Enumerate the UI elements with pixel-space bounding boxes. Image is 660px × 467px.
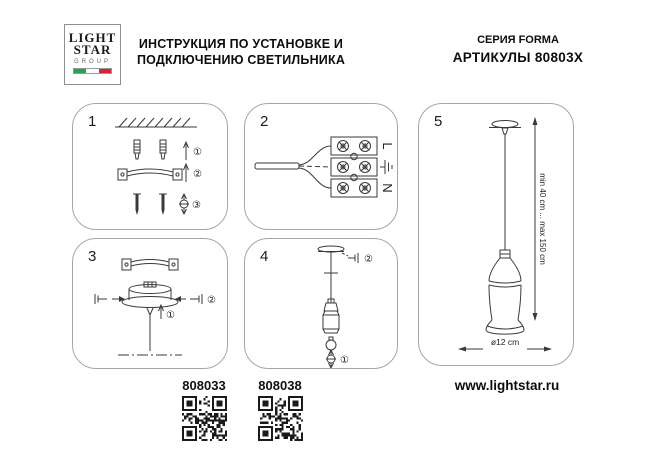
fixings-diagram (73, 104, 227, 229)
up-arrow-icon (184, 164, 189, 182)
bulb-icon (326, 337, 336, 350)
step-1-marker: ① (166, 310, 175, 321)
panel-3-number: 3 (88, 248, 97, 265)
screw-side-icon (348, 253, 358, 263)
italian-flag-icon (73, 68, 112, 74)
wire-live (299, 146, 331, 165)
articles-label: АРТИКУЛЫ 80803Х (452, 50, 584, 65)
step-1-marker: ① (193, 147, 202, 158)
block-hole (351, 174, 357, 180)
left-arrow-icon (175, 296, 186, 302)
height-dimension-label: min 40 cm ... max 150 cm (538, 173, 547, 265)
wall-plug-icon (134, 140, 166, 159)
step-2-marker: ② (193, 169, 202, 180)
ceiling-cup-icon (122, 282, 178, 308)
page-title-line1: ИНСТРУКЦИЯ ПО УСТАНОВКЕ И (138, 37, 344, 51)
qr-code-808038 (258, 396, 303, 441)
wire-ground (299, 166, 331, 167)
page-title-line2: ПОДКЛЮЧЕНИЮ СВЕТИЛЬНИКА (136, 53, 346, 67)
canopy-mount-diagram (73, 239, 227, 368)
step-panel-1-fixings (72, 103, 228, 230)
qr-code-808033 (182, 396, 227, 441)
height-dimension-line (533, 117, 538, 321)
wire-neutral (299, 168, 331, 188)
step-panel-3-canopy (72, 238, 228, 369)
lightstar-logo (64, 24, 121, 85)
terminal-block-diagram (245, 104, 397, 229)
leader-line (342, 253, 348, 256)
terminal-row-neutral (331, 179, 377, 197)
step-panel-5-dimensions (418, 103, 574, 366)
logo-text-light: LIGHT (68, 30, 117, 45)
block-hole (351, 153, 357, 159)
step-panel-2-wiring (244, 103, 398, 230)
canopy-icon (318, 246, 344, 252)
logo-text-star: STAR (73, 42, 112, 57)
panel-5-number: 5 (434, 113, 443, 130)
screw-side-icon (95, 294, 107, 304)
turn-screw-icon (179, 194, 189, 214)
panel-4-number: 4 (260, 248, 269, 265)
website-url: www.lightstar.ru (454, 378, 560, 393)
pendant-shade-icon (486, 250, 524, 334)
lamp-socket-icon (323, 299, 339, 333)
step-2-marker: ② (364, 254, 373, 265)
mounting-bracket-icon (122, 259, 178, 270)
mounting-bracket-icon (118, 169, 182, 180)
panel-1-number: 1 (88, 113, 97, 130)
panel-2-number: 2 (260, 113, 269, 130)
article-number-808038: 808038 (258, 378, 302, 393)
article-number-808033: 808033 (182, 378, 226, 393)
terminal-row-ground (331, 158, 377, 176)
screw-icon (133, 194, 167, 215)
pendant-dimensions-diagram (419, 104, 573, 365)
screw-side-icon (190, 294, 202, 304)
step-3-marker: ③ (192, 200, 201, 211)
pendant-assembly-diagram (245, 239, 397, 368)
canopy-icon (489, 121, 521, 135)
series-label: СЕРИЯ FORMA (477, 34, 559, 46)
up-arrow-icon (184, 142, 189, 160)
step-1-marker: ① (340, 355, 349, 366)
logo-text-group: GROUP (73, 59, 111, 65)
supply-cable-icon (255, 163, 299, 169)
diameter-dimension-line (458, 347, 552, 352)
step-panel-4-assembly (244, 238, 398, 369)
turn-screw-icon (326, 350, 336, 368)
label-neutral: N (380, 183, 395, 193)
cable-cone (147, 308, 153, 315)
diameter-dimension-label: ø12 cm (490, 337, 520, 347)
earth-ground-icon (380, 160, 392, 174)
right-arrow-icon (112, 296, 125, 302)
label-live: L (380, 142, 395, 150)
ceiling-hatch-icon (115, 118, 197, 127)
step-2-marker: ② (207, 295, 216, 306)
terminal-row-live (331, 137, 377, 155)
page-title (128, 36, 354, 68)
